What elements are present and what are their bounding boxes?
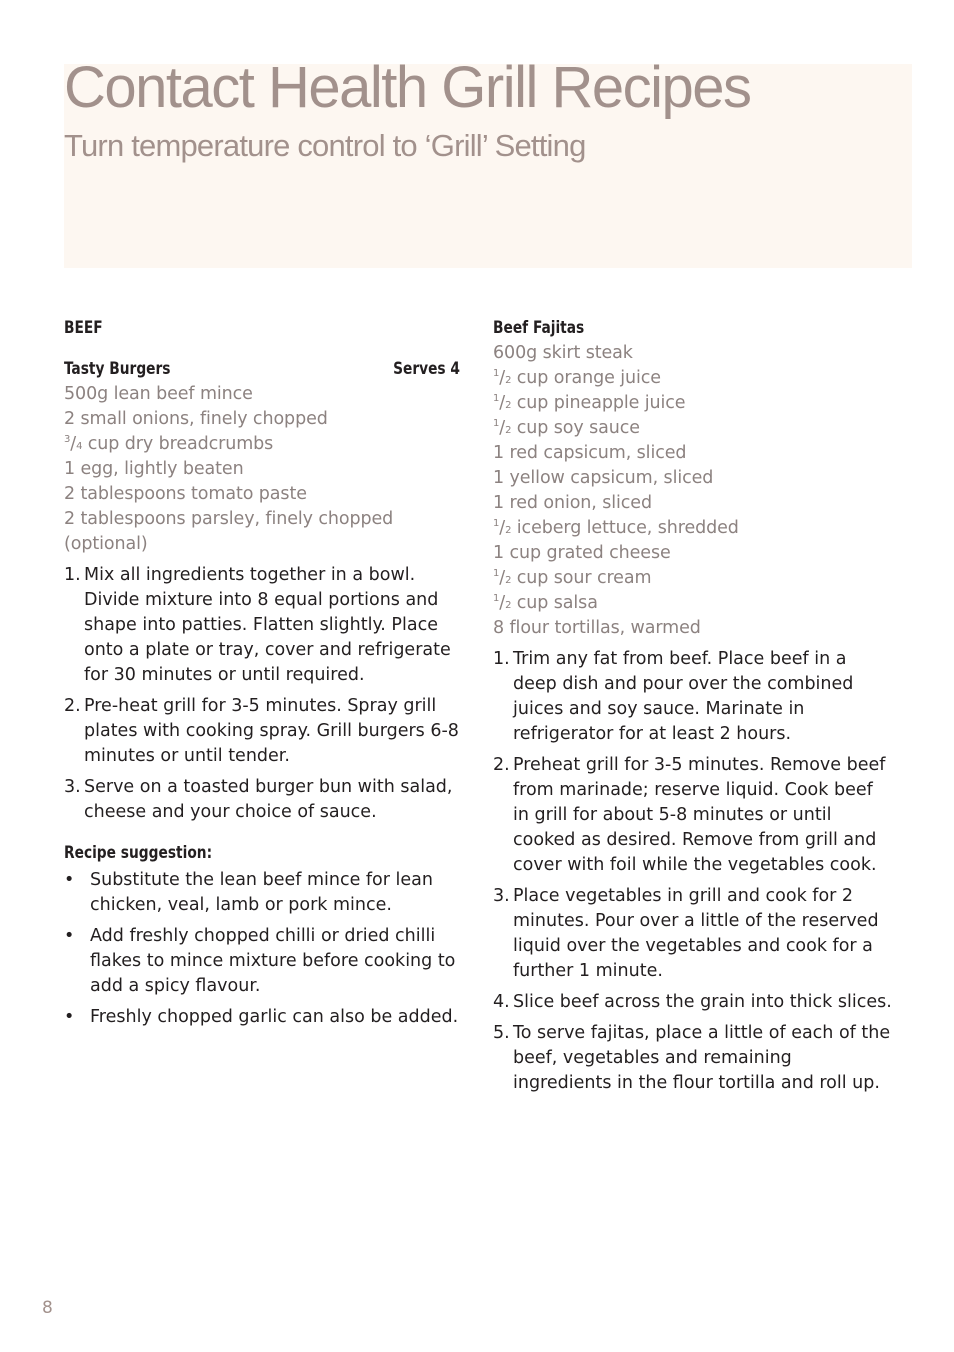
step-text: Place vegetables in grill and cook for 2 minutes. Pour over a little of the reserved liquid over the vegetables and cook for a further 1 minute.	[513, 886, 879, 981]
step-text: To serve fajitas, place a little of each of the beef, vegetables and remaining ingredients in the flour tortilla and roll up.	[513, 1023, 891, 1093]
fraction-numerator: 1	[493, 368, 500, 380]
method-step	[493, 884, 893, 984]
fraction-numerator: 1	[493, 418, 500, 430]
ingredient-item: 8 flour tortillas, warmed	[493, 618, 701, 638]
step-text: Mix all ingredients together in a bowl. Divide mixture into 8 equal portions and shape into patties. Flatten slightly. Place onto a plate or tray, cover and refrigerate for 30 minutes or until required.	[84, 565, 451, 685]
step-text: Preheat grill for 3-5 minutes. Remove beef from marinade; reserve liquid. Cook beef in grill for about 5-8 minutes or until cooked as desired. Remove from grill and cover with foil while the vegetables cook.	[513, 755, 886, 875]
ingredient-item: 2 tablespoons parsley, finely chopped (optional)	[64, 509, 394, 554]
fraction-denominator: 2	[505, 425, 512, 436]
fraction-denominator: 2	[505, 400, 512, 411]
step-text: Serve on a toasted burger bun with salad, cheese and your choice of sauce.	[84, 777, 453, 822]
ingredient-text: cup soy sauce	[511, 418, 640, 438]
step-number: 2.	[64, 696, 81, 716]
step-number: 5.	[493, 1023, 510, 1043]
bullet-icon: •	[64, 1007, 75, 1027]
method-steps	[64, 563, 462, 825]
fraction-numerator: 1	[493, 568, 500, 580]
ingredient-item: 2 tablespoons tomato paste	[64, 484, 307, 504]
step-number: 3.	[493, 886, 510, 906]
ingredient-text: cup orange juice	[511, 368, 661, 388]
ingredient-item: 1 cup grated cheese	[493, 543, 671, 563]
ingredient-item: $^1$/2 cup soy sauce	[493, 418, 640, 438]
step-number: 1.	[64, 565, 81, 585]
suggestion-text: Add freshly chopped chilli or dried chilli flakes to mince mixture before cooking to add a spicy flavour.	[90, 926, 456, 996]
step-text: Pre-heat grill for 3-5 minutes. Spray grill plates with cooking spray. Grill burgers 6-8 minutes or until tender.	[84, 696, 459, 766]
step-text: Slice beef across the grain into thick slices.	[513, 992, 892, 1012]
fraction-denominator: 2	[505, 600, 512, 611]
step-number: 3.	[64, 777, 81, 797]
ingredient-item: $^1$/2 cup orange juice	[493, 368, 661, 388]
recipe-title: Beef Fajitas	[493, 318, 585, 338]
ingredient-text: cup pineapple juice	[511, 393, 686, 413]
ingredient-item: 1 red onion, sliced	[493, 493, 652, 513]
left-column	[64, 316, 462, 1036]
suggestion-text: Substitute the lean beef mince for lean chicken, veal, lamb or pork mince.	[90, 870, 433, 915]
fraction-denominator: 2	[505, 575, 512, 586]
page-title: Contact Health Grill Recipes	[64, 55, 751, 120]
recipe-title-row	[64, 357, 460, 382]
bullet-icon: •	[64, 926, 75, 946]
ingredient-item: $^1$/2 cup sour cream	[493, 568, 652, 588]
ingredient-item: $^1$/2 cup pineapple juice	[493, 393, 686, 413]
method-step	[64, 775, 462, 825]
ingredient-text: cup dry breadcrumbs	[82, 434, 274, 454]
step-number: 1.	[493, 649, 510, 669]
ingredient-item: 1 yellow capsicum, sliced	[493, 468, 714, 488]
page-number: 8	[42, 1298, 53, 1318]
ingredient-list	[64, 382, 462, 557]
ingredient-item: $^3$/4 cup dry breadcrumbs	[64, 434, 274, 454]
ingredient-item: 1 egg, lightly beaten	[64, 459, 244, 479]
suggestion-heading: Recipe suggestion:	[64, 843, 213, 863]
bullet-icon: •	[64, 870, 75, 890]
method-step	[493, 753, 893, 878]
serves-label: Serves 4	[393, 359, 460, 379]
step-number: 2.	[493, 755, 510, 775]
ingredient-list	[493, 341, 893, 641]
suggestion-item	[64, 924, 462, 999]
fraction-denominator: 2	[505, 525, 512, 536]
ingredient-item: $^1$/2 iceberg lettuce, shredded	[493, 518, 739, 538]
suggestion-list	[64, 868, 462, 1030]
method-step	[493, 647, 893, 747]
suggestion-text: Freshly chopped garlic can also be added.	[90, 1007, 459, 1027]
recipe-title: Tasty Burgers	[64, 359, 171, 379]
ingredient-item: $^1$/2 cup salsa	[493, 593, 598, 613]
suggestion-item	[64, 1005, 462, 1030]
fraction-numerator: 3	[64, 434, 71, 446]
ingredient-text: cup salsa	[511, 593, 598, 613]
page-subtitle: Turn temperature control to ‘Grill’ Setting	[64, 128, 586, 163]
section-heading: BEEF	[64, 318, 103, 338]
suggestion-item	[64, 868, 462, 918]
fraction-numerator: 1	[493, 393, 500, 405]
method-step	[493, 1021, 893, 1096]
fraction-denominator: 4	[76, 441, 83, 452]
method-step	[493, 990, 893, 1015]
ingredient-item: 2 small onions, finely chopped	[64, 409, 328, 429]
fraction-numerator: 1	[493, 518, 500, 530]
ingredient-text: iceberg lettuce, shredded	[511, 518, 739, 538]
ingredient-item: 1 red capsicum, sliced	[493, 443, 687, 463]
fraction-denominator: 2	[505, 375, 512, 386]
fraction-numerator: 1	[493, 593, 500, 605]
right-column	[493, 316, 893, 1102]
method-step	[64, 694, 462, 769]
method-steps	[493, 647, 893, 1096]
step-number: 4.	[493, 992, 510, 1012]
ingredient-item: 500g lean beef mince	[64, 384, 253, 404]
step-text: Trim any fat from beef. Place beef in a deep dish and pour over the combined juices and soy sauce. Marinate in refrigerator for at least 2 hours.	[513, 649, 854, 744]
method-step	[64, 563, 462, 688]
ingredient-item: 600g skirt steak	[493, 343, 633, 363]
ingredient-text: cup sour cream	[511, 568, 652, 588]
